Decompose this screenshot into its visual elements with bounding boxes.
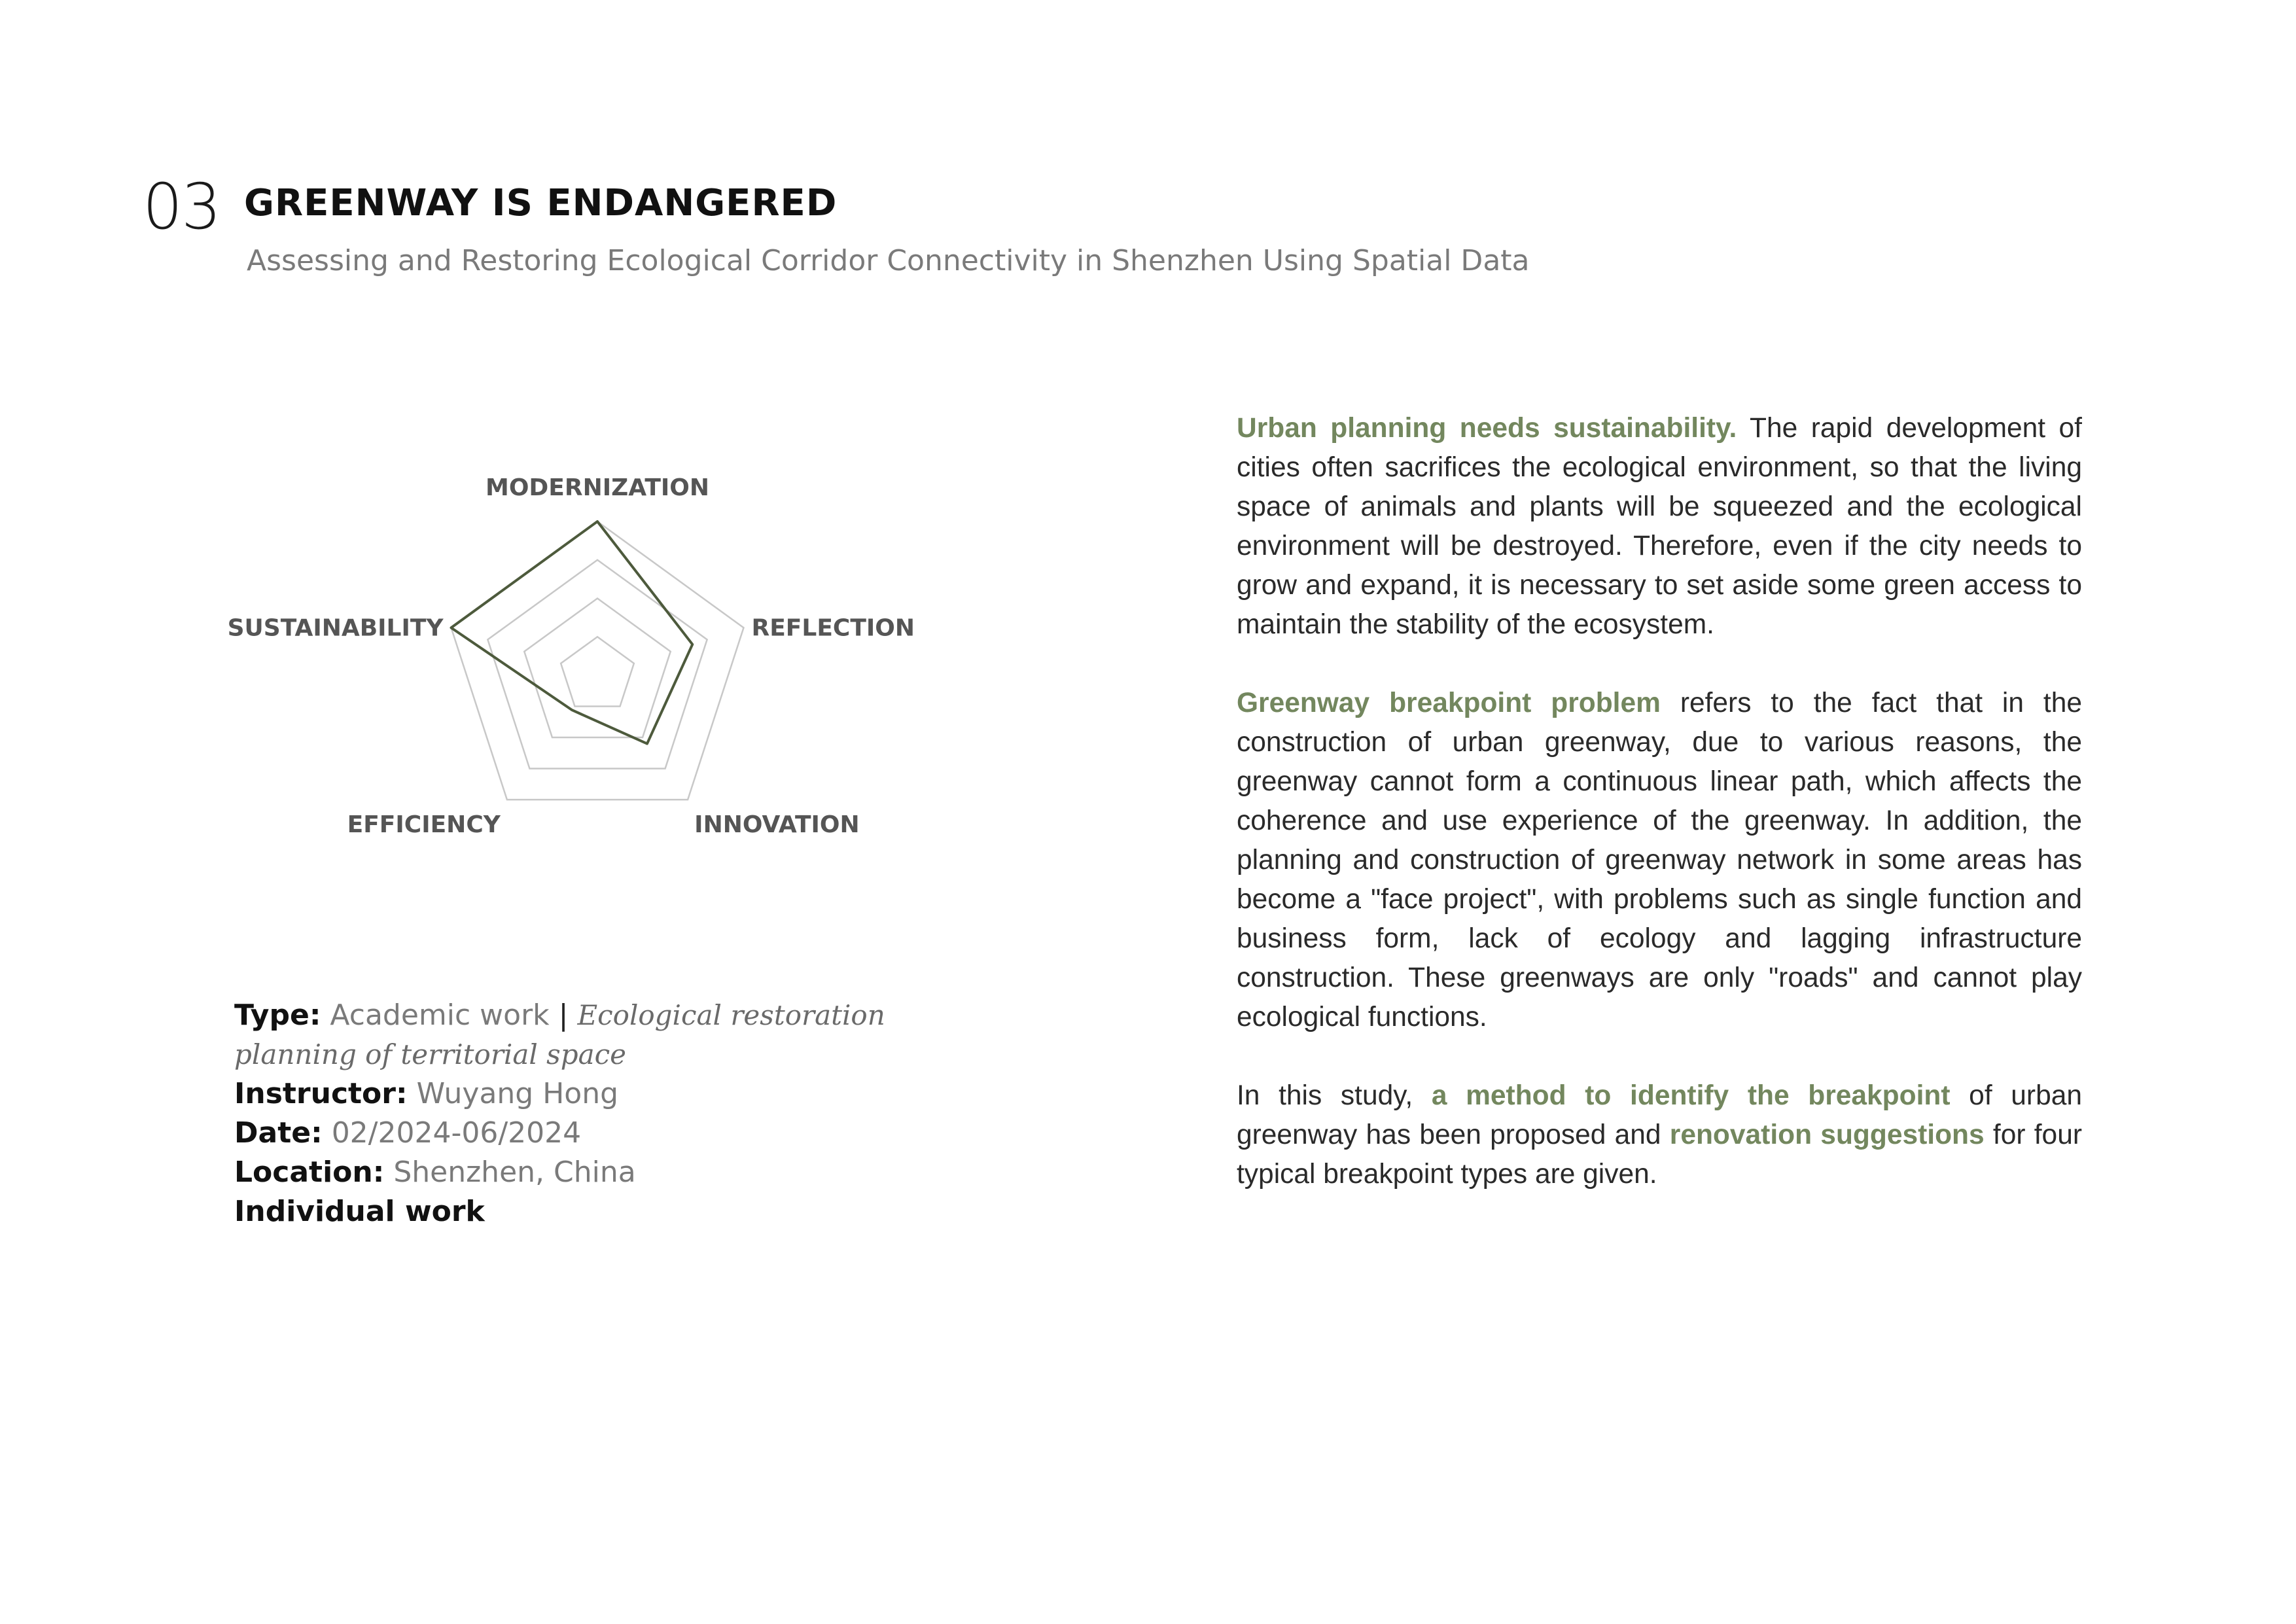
paragraph-method bbox=[1237, 1076, 2082, 1194]
highlight-method: a method to identify the breakpoint bbox=[1431, 1080, 1951, 1111]
axis-label-sustainability: SUSTAINABILITY bbox=[227, 614, 444, 642]
paragraph-breakpoint bbox=[1237, 684, 2082, 1037]
description bbox=[1237, 409, 2082, 1233]
type-detail-2: planning of territorial space bbox=[234, 1038, 627, 1070]
location-label: Location: bbox=[234, 1156, 385, 1189]
instructor-value: Wuyang Hong bbox=[416, 1077, 619, 1110]
paragraph-1-text: The rapid development of cities often sacrifices the ecological environment, so that the living space of animals and plants will be squeezed and the ecological environment will be destroyed. Therefore, even if the city needs to grow and expand, it is necessary to set aside some green access to maintain the stability of the ecosystem. bbox=[1237, 413, 2082, 640]
type-separator: | bbox=[558, 998, 569, 1032]
page-title: GREENWAY IS ENDANGERED bbox=[244, 182, 838, 224]
radar-grid bbox=[451, 521, 744, 800]
radar-ring-1 bbox=[561, 637, 634, 706]
individual-line bbox=[234, 1192, 889, 1231]
project-info bbox=[234, 996, 889, 1231]
location-value: Shenzhen, China bbox=[393, 1156, 636, 1189]
axis-label-modernization: MODERNIZATION bbox=[486, 474, 709, 501]
radar-series bbox=[451, 521, 693, 744]
date-line bbox=[234, 1114, 889, 1153]
highlight-renovation: renovation suggestions bbox=[1669, 1120, 1985, 1150]
type-detail-line bbox=[234, 1035, 889, 1074]
type-detail-1: Ecological restoration bbox=[577, 999, 885, 1031]
paragraph-3-text-a: In this study, bbox=[1237, 1080, 1432, 1111]
paragraph-2-text: refers to the fact that in the construction of urban greenway, due to various reasons, the greenway cannot form a continuous linear path, which affects the coherence and use experience of the greenway. In addition, the planning and construction of greenway network in some areas has become a "face project", with problems such as single function and business form, lack of ecology and lagging infrastructure construction. These greenways are only "roads" and cannot play ecological functions. bbox=[1237, 688, 2083, 1033]
radar-chart bbox=[227, 471, 915, 839]
type-line bbox=[234, 996, 889, 1035]
paragraph-3-text-b: of urban greenway has been proposed and bbox=[1237, 1080, 2082, 1150]
page-subtitle: Assessing and Restoring Ecological Corridor Connectivity in Shenzhen Using Spatial Data bbox=[247, 244, 1530, 277]
axis-label-innovation: INNOVATION bbox=[694, 811, 860, 839]
highlight-breakpoint-problem: Greenway breakpoint problem bbox=[1237, 688, 1661, 718]
axis-label-efficiency: EFFICIENCY bbox=[347, 811, 501, 839]
instructor-label: Instructor: bbox=[234, 1077, 408, 1110]
highlight-sustainability: Urban planning needs sustainability. bbox=[1237, 413, 1737, 444]
paragraph-3-text-c: for four typical breakpoint types are given. bbox=[1237, 1120, 2082, 1190]
instructor-line bbox=[234, 1074, 889, 1114]
paragraph-sustainability bbox=[1237, 409, 2082, 644]
date-value: 02/2024-06/2024 bbox=[331, 1116, 582, 1150]
date-label: Date: bbox=[234, 1116, 323, 1150]
section-number: 03 bbox=[143, 170, 221, 243]
type-label: Type: bbox=[234, 998, 321, 1032]
radar-series-line bbox=[451, 521, 693, 744]
type-value: Academic work bbox=[330, 998, 550, 1032]
location-line bbox=[234, 1153, 889, 1192]
axis-label-reflection: REFLECTION bbox=[751, 614, 915, 642]
individual-work: Individual work bbox=[234, 1195, 485, 1228]
radar-ring-2 bbox=[524, 599, 670, 738]
